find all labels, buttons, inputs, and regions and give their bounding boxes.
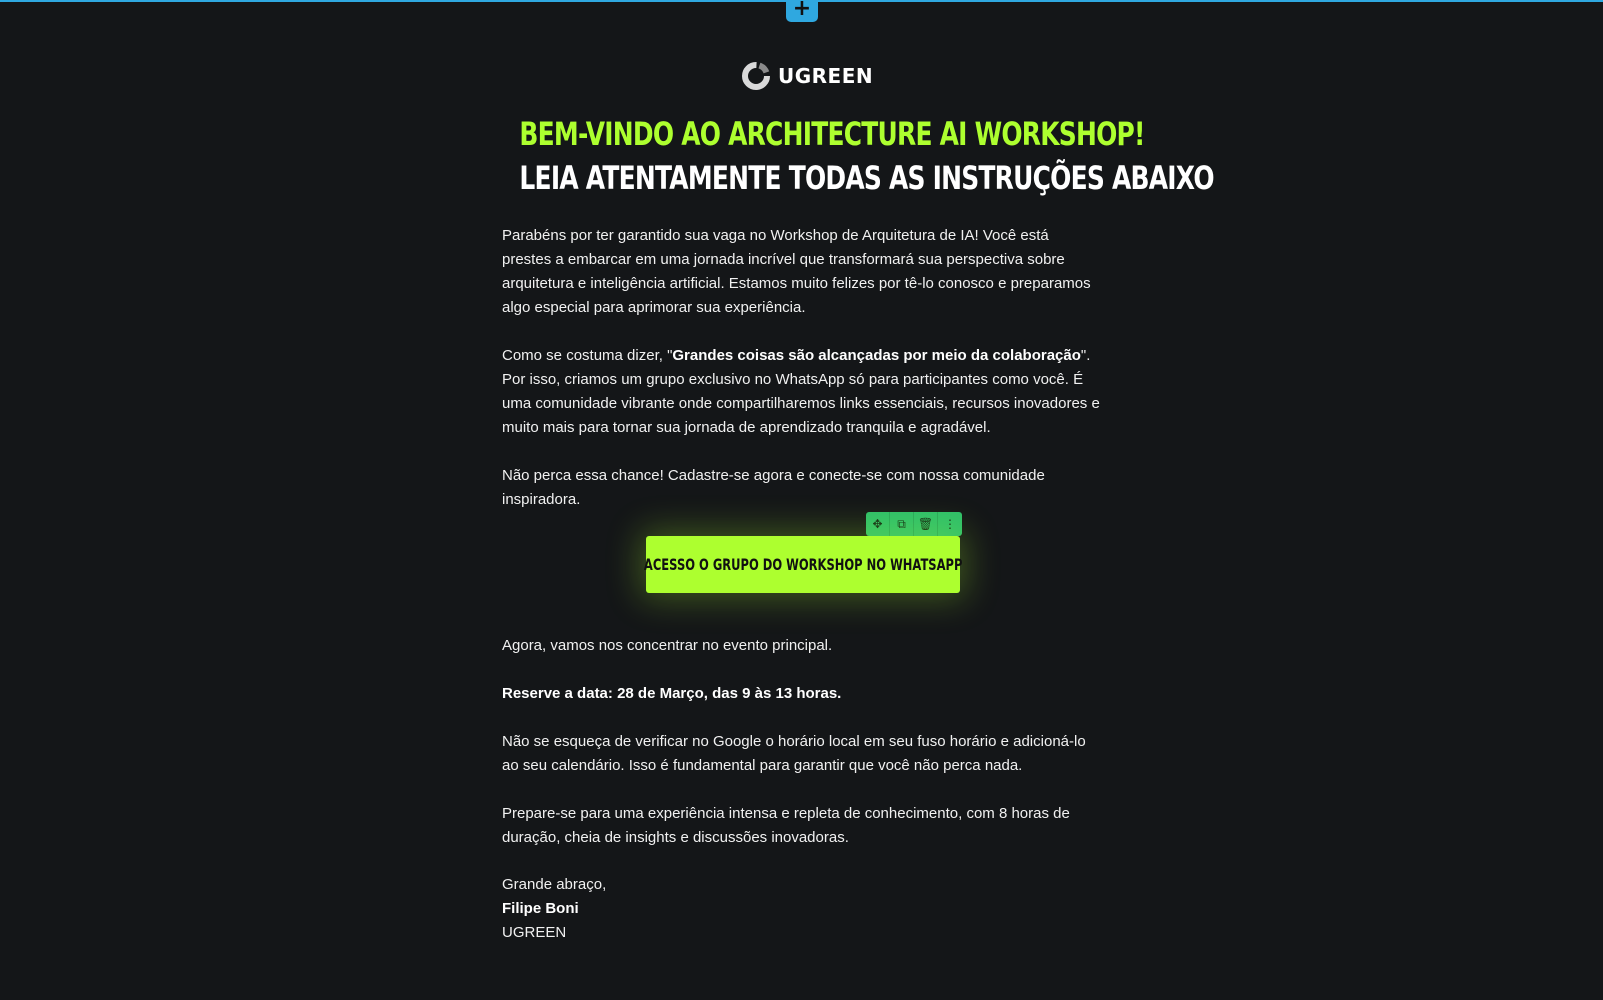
- duplicate-icon[interactable]: ⧉: [890, 512, 914, 536]
- move-icon[interactable]: ✥: [866, 512, 890, 536]
- signer-company: UGREEN: [502, 924, 567, 941]
- quote-bold: Grandes coisas são alcançadas por meio da colaboração: [672, 347, 1081, 364]
- signature-block: [502, 873, 1102, 945]
- page-headline: [440, 112, 1214, 200]
- quote-paragraph: [502, 344, 1102, 440]
- focus-text: Agora, vamos nos concentrar no evento principal.: [502, 637, 833, 654]
- cta-text: Não perca essa chance! Cadastre-se agora e conecte-se com nossa comunidade inspiradora.: [502, 467, 1045, 508]
- brand-logo: [740, 58, 873, 94]
- add-section-button[interactable]: [786, 0, 818, 22]
- widget-toolbar: [866, 512, 962, 536]
- signer-name: Filipe Boni: [502, 900, 579, 917]
- timezone-text: Não se esqueça de verificar no Google o horário local em seu fuso horário e adicioná-lo ao seu calendário. Isso é fundamental para garantir que você não perca nada.: [502, 733, 1086, 774]
- plus-icon: +: [792, 0, 812, 21]
- timezone-paragraph: [502, 730, 1102, 778]
- more-icon[interactable]: ⋮: [944, 517, 956, 531]
- closing-text: Grande abraço,: [502, 876, 607, 893]
- brand-name: UGREEN: [778, 64, 874, 88]
- date-paragraph: [502, 682, 1102, 706]
- whatsapp-group-button[interactable]: [643, 536, 963, 593]
- whatsapp-group-button-label: ACESSO O GRUPO DO WORKSHOP NO WHATSAPP: [643, 555, 963, 574]
- prepare-text: Prepare-se para uma experiência intensa e repleta de conhecimento, com 8 horas de duração, cheia de insights e discussões inovadoras.: [502, 805, 1070, 846]
- intro-paragraph: [502, 224, 1102, 320]
- intro-text: Parabéns por ter garantido sua vaga no Workshop de Arquitetura de IA! Você está prestes a embarcar em uma jornada incrível que transformará sua perspectiva sobre arquitetura e inteligência artificial. Estamos muito felizes por tê-lo conosco e preparamos algo especial para aprimorar sua experiência.: [502, 227, 1091, 316]
- event-date: Reserve a data: 28 de Março, das 9 às 13 horas.: [502, 685, 842, 702]
- prepare-paragraph: [502, 802, 1102, 850]
- headline-instructions: LEIA ATENTAMENTE TODAS AS INSTRUÇÕES ABAIXO: [519, 159, 1214, 197]
- quote-prefix: Como se costuma dizer, ": [502, 347, 673, 364]
- quote-suffix: ". Por isso, criamos um grupo exclusivo no WhatsApp só para participantes como você. É uma comunidade vibrante onde compartilharemos links essenciais, recursos inovadores e muito mais para tornar sua jornada de aprendizado tranquila e agradável.: [502, 347, 1100, 436]
- headline-welcome: BEM-VINDO AO ARCHITECTURE AI WORKSHOP!: [519, 115, 1145, 153]
- focus-paragraph: [502, 634, 1102, 658]
- ugreen-logo-icon: [740, 60, 772, 92]
- cta-paragraph: [502, 464, 1102, 512]
- delete-icon[interactable]: 🗑: [914, 512, 938, 536]
